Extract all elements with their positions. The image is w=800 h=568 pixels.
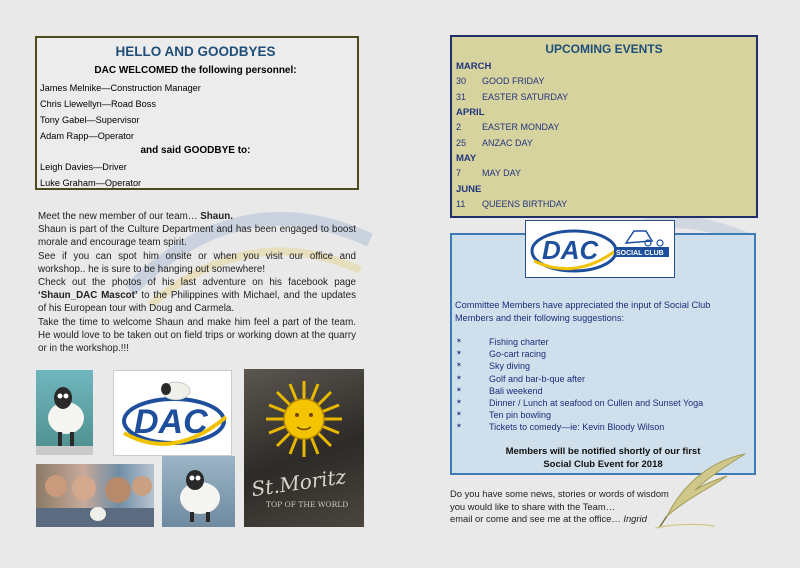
event-month: MARCH [456,61,492,72]
p3-text: Check out the photos of his last adventure on his facebook page [38,277,356,289]
hello-title: HELLO AND GOODBYES [115,44,276,59]
bullet-icon: ✶ [456,374,462,382]
event-label: EASTER SATURDAY [482,91,569,102]
people-icon [36,464,154,527]
moritz-sign-text: St.Moritz [249,464,348,502]
event-label: GOOD FRIDAY [482,76,545,86]
st-moritz-photo [244,369,364,527]
shaun-sheep-photo [36,370,93,455]
suggestion-label: Sky diving [489,361,531,372]
club-intro: Committee Members have appreciated the input of Social Club Members and their following suggestions: [455,300,711,323]
suggestion-item [452,336,703,348]
bullet-icon: ✶ [456,398,462,406]
shaun-paragraph [38,276,356,316]
event-label: ANZAC DAY [482,137,533,148]
note-line: Members will be notified shortly of our first [505,446,701,457]
event-item [456,74,752,90]
suggestion-item [452,373,703,385]
suggestion-item [452,421,703,433]
event-day: 30 [456,76,467,86]
event-item [456,166,752,182]
shaun-intro [38,210,356,223]
author-name: Ingrid [623,513,647,524]
welcomed-item: Tony Gabel—Supervisor [40,115,140,125]
shaun-paragraph: Take the time to welcome Shaun and make him feel a part of the team. He would love to be taken out on field trips or working down at the quarry or in the workshop.!!! [38,316,356,355]
goodbye-heading: and said GOODBYE to: [140,145,251,156]
facebook-page-name: ‘Shaun_DAC Mascot’ [38,290,138,302]
event-item [456,197,752,213]
event-item [456,136,752,152]
sun-icon [244,369,364,527]
sheep-icon [162,456,235,527]
p3-text: to the Philippines with Michael, and the updates of his European tour with Doug and Carmela. [38,290,356,315]
suggestion-item [452,360,703,372]
welcomed-item: Chris Llewellyn—Road Boss [40,99,156,109]
suggestion-item [452,397,703,409]
bullet-icon: ✶ [456,338,462,345]
suggestion-label: Ten pin bowling [489,410,552,421]
note-line: Social Club Event for 2018 [543,459,663,470]
quill-pen-icon [655,450,750,530]
event-label: EASTER MONDAY [482,122,560,132]
suggestion-label: Fishing charter [489,337,549,347]
shaun-name: Shaun. [200,211,233,222]
goodbye-item: Leigh Davies—Driver [40,162,127,172]
moritz-sub-text: TOP OF THE WORLD [266,500,349,509]
footer-line: you would like to share with the Team… [450,500,616,512]
dac-social-club-logo [525,220,675,278]
dac-photo-text: DAC [134,403,208,441]
intro-text: Meet the new member of our team… [38,211,201,222]
event-day: 7 [456,168,462,178]
event-month: JUNE [456,183,482,195]
footer-text: email or come and see me at the office… [450,513,624,524]
suggestions-list [452,336,703,434]
dac-logo-icon [114,371,231,455]
welcomed-item: Adam Rapp—Operator [40,131,134,141]
suggestion-item [452,348,703,360]
club-logo-text: DAC [542,235,599,265]
shaun-paragraph: See if you can spot him onsite or when you visit our office and workshop.. he is sure to be hanging out somewhere! [38,250,356,275]
event-day: 25 [456,137,467,148]
bullet-icon: ✶ [456,386,462,394]
hello-goodbyes-box [35,36,359,190]
shaun-sheep-photo [162,456,235,527]
event-item [456,120,752,136]
bullet-icon: ✶ [456,423,462,431]
event-month: APRIL [456,107,485,118]
bullet-icon: ✶ [456,362,462,370]
suggestion-item [452,385,703,397]
welcomed-item: James Melnike—Construction Manager [40,83,201,93]
suggestion-label: Golf and bar-b-que after [489,373,586,384]
suggestion-item [452,409,703,421]
dac-logo-icon [526,221,673,276]
club-logo-sub: SOCIAL CLUB [616,250,664,257]
suggestion-label: Tickets to comedy—ie: Kevin Bloody Wilson [489,422,665,433]
social-club-box [450,233,756,475]
event-label: QUEENS BIRTHDAY [482,198,568,209]
event-day: 11 [456,198,466,209]
events-title: UPCOMING EVENTS [545,42,663,56]
event-label: MAY DAY [482,168,522,178]
event-item [456,90,752,106]
group-selfie-photo [36,464,154,527]
event-day: 31 [456,91,467,102]
bullet-icon: ✶ [456,350,462,358]
shaun-article [38,210,356,355]
sheep-icon [36,370,93,455]
shaun-paragraph: Shaun is part of the Culture Department and has been engaged to boost morale and encourage team spirit. [38,224,356,249]
goodbye-item: Luke Graham—Operator [40,178,142,188]
upcoming-events-box [450,35,758,218]
welcomed-heading: DAC WELCOMED the following personnel: [94,65,297,76]
dac-logo-photo [113,370,232,456]
footer-line: Do you have some news, stories or words of wisdom [450,488,669,499]
suggestion-label: Go-cart racing [489,349,547,360]
event-day: 2 [456,122,462,132]
suggestion-label: Dinner / Lunch at seafood on Cullen and Sunset Yoga [489,397,704,408]
event-month: MAY [456,153,477,164]
bullet-icon: ✶ [456,411,462,419]
suggestion-label: Bali weekend [489,385,543,396]
